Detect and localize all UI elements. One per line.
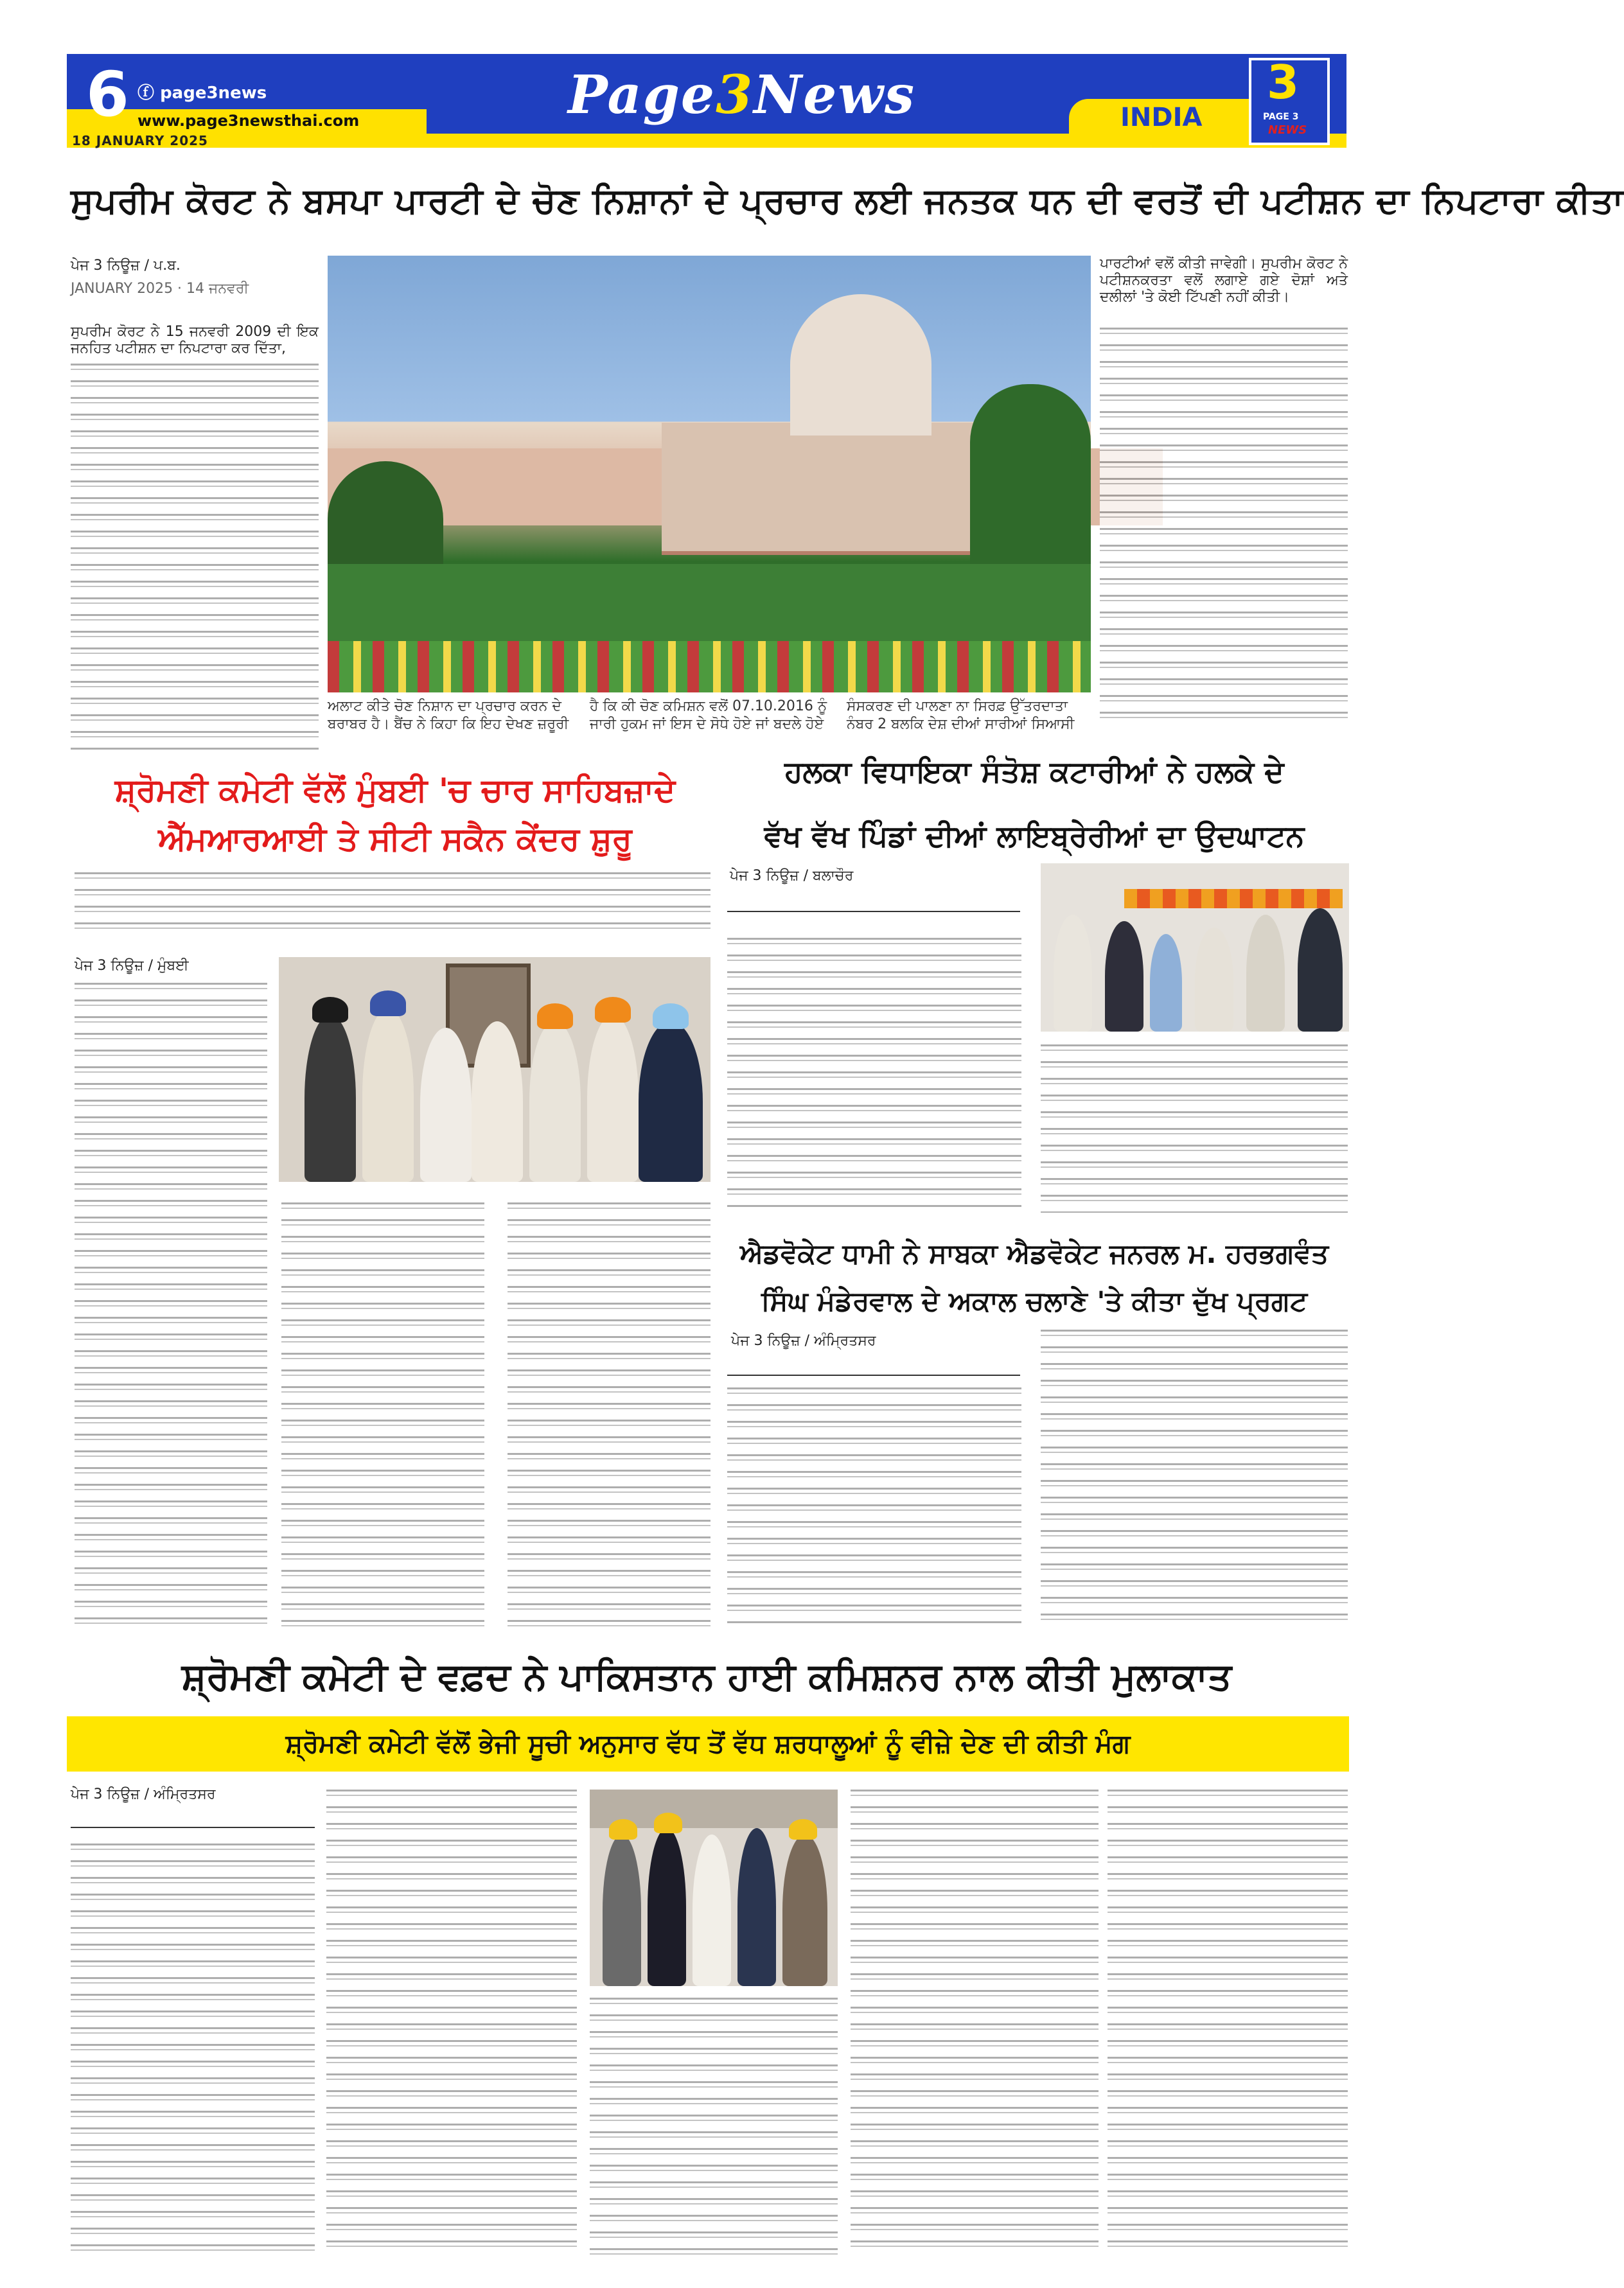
brand-left: Page — [568, 64, 716, 126]
person — [304, 1015, 356, 1182]
person — [782, 1835, 827, 1986]
social-handle-text: page3news — [160, 84, 267, 103]
person — [639, 1021, 703, 1182]
person — [1054, 915, 1092, 1032]
masthead — [67, 54, 1346, 152]
site-url[interactable]: www.page3newsthai.com — [137, 112, 360, 130]
turban — [653, 1003, 689, 1029]
brand-right: News — [754, 64, 916, 126]
pakistan-high-commissioner-meeting-photo — [590, 1790, 838, 1986]
person — [1150, 934, 1182, 1032]
story1-right-col-lead: ਪਾਰਟੀਆਂ ਵਲੋਂ ਕੀਤੀ ਜਾਵੇਗੀ। ਸੁਪਰੀਮ ਕੋਰਟ ਨੇ ਪਟੀਸ਼ਨਕਰਤਾ ਵਲੋਂ ਲਗਾਏ ਗਏ ਦੋਸ਼ਾਂ ਅਤੇ ਦਲੀਲਾਂ 'ਤੇ ਕੋਈ ਟਿੱਪਣੀ ਨਹੀਂ ਕੀਤੀ। — [1100, 256, 1348, 305]
story4-headline-line2: ਸਿੰਘ ਮੰਡੇਰਵਾਲ ਦੇ ਅਕਾਲ ਚਲਾਣੇ 'ਤੇ ਕੀਤਾ ਦੁੱਖ ਪ੍ਰਗਟ — [761, 1285, 1308, 1317]
story3-byline: ਪੇਜ 3 ਨਿਊਜ਼ / ਬਲਾਚੌਰ — [730, 868, 854, 884]
story1-dateline: JANUARY 2025 · 14 ਜਨਵਰੀ — [71, 281, 249, 297]
corner-logo-news: NEWS — [1268, 123, 1307, 137]
story5-body-col3 — [590, 1998, 838, 2255]
person — [1298, 908, 1343, 1032]
marigold-garland — [1124, 889, 1343, 908]
story5-body-col4 — [851, 1790, 1099, 2255]
story1-lead: ਸੁਪਰੀਮ ਕੋਰਟ ਨੇ 15 ਜਨਵਰੀ 2009 ਦੀ ਇਕ ਜਨਹਿਤ ਪਟੀਸ਼ਨ ਦਾ ਨਿਪਟਾਰਾ ਕਰ ਦਿੱਤਾ, — [71, 324, 319, 356]
story5-body-col2 — [326, 1790, 577, 2255]
person — [603, 1835, 641, 1986]
story3-headline-line2: ਵੱਖ ਵੱਖ ਪਿੰਡਾਂ ਦੀਆਂ ਲਾਇਬ੍ਰੇਰੀਆਂ ਦਾ ਉਦਘਾਟਨ — [764, 818, 1305, 853]
turban — [370, 990, 406, 1016]
story4-body-col2 — [1041, 1330, 1348, 1625]
turban — [654, 1813, 682, 1833]
person — [1246, 915, 1285, 1032]
story4-headline-line1: ਐਡਵੋਕੇਟ ਧਾਮੀ ਨੇ ਸਾਬਕਾ ਐਡਵੋਕੇਟ ਜਨਰਲ ਮ. ਹਰਭਗਵੰਤ — [739, 1238, 1329, 1269]
person — [737, 1828, 776, 1986]
brand-three: 3 — [716, 64, 754, 126]
story4-byline: ਪੇਜ 3 ਨਿਊਜ਼ / ਅੰਮ੍ਰਿਤਸਰ — [731, 1333, 876, 1349]
story2-headline-line1: ਸ਼੍ਰੋਮਣੀ ਕਮੇਟੀ ਵੱਲੋਂ ਮੁੰਬਈ 'ਚ ਚਾਰ ਸਾਹਿਬਜ਼ਾਦੇ — [114, 771, 676, 809]
story2-deck — [75, 872, 710, 930]
story2-body-col1 — [75, 983, 267, 1625]
person — [472, 1021, 523, 1182]
story2-headline-line2: ਐੱਮਆਰਆਈ ਤੇ ਸੀਟੀ ਸਕੈਨ ਕੇਂਦਰ ਸ਼ੁਰੂ — [158, 820, 632, 858]
story1-body-col3 — [1100, 328, 1348, 726]
story5-byline: ਪੇਜ 3 ਨਿਊਜ਼ / ਅੰਮ੍ਰਿਤਸਰ — [71, 1786, 216, 1802]
corner-logo-text: PAGE 3 — [1263, 112, 1299, 122]
story3-headline-line1: ਹਲਕਾ ਵਿਧਾਇਕਾ ਸੰਤੋਸ਼ ਕਟਾਰੀਆਂ ਨੇ ਹਲਕੇ ਦੇ — [784, 754, 1284, 789]
person — [693, 1835, 731, 1986]
flower-beds — [328, 641, 1091, 692]
turban — [789, 1819, 817, 1840]
divider — [71, 1827, 315, 1828]
turban — [537, 1003, 573, 1029]
person — [362, 1008, 414, 1182]
facebook-icon: ⓕ — [137, 84, 161, 103]
story5-body-col5 — [1108, 1790, 1348, 2255]
turban — [312, 997, 348, 1023]
story2-body-col2 — [281, 1202, 484, 1626]
story1-headline: ਸੁਪਰੀਮ ਕੋਰਟ ਨੇ ਬਸਪਾ ਪਾਰਟੀ ਦੇ ਚੋਣ ਨਿਸ਼ਾਨਾਂ ਦੇ ਪ੍ਰਚਾਰ ਲਈ ਜਨਤਕ ਧਨ ਦੀ ਵਰਤੋਂ ਦੀ ਪਟੀਸ਼ਨ ਦਾ ਨਿਪਟਾਰਾ ਕੀਤਾ — [71, 180, 1624, 221]
masthead-date-band — [67, 134, 1346, 148]
story1-body-col1 — [71, 364, 319, 752]
edition-label: INDIA — [1120, 103, 1203, 132]
story5-body-col1 — [71, 1844, 315, 2255]
person — [587, 1015, 639, 1182]
person — [420, 1028, 472, 1182]
court-dome — [790, 294, 931, 436]
page-number: 6 — [86, 58, 129, 130]
library-inauguration-photo — [1041, 863, 1349, 1032]
turban — [595, 997, 631, 1023]
story1-caption-1: ਅਲਾਟ ਕੀਤੇ ਚੋਣ ਨਿਸ਼ਾਨ ਦਾ ਪ੍ਰਚਾਰ ਕਰਨ ਦੇ ਬਰਾਬਰ ਹੈ। ਬੈਂਚ ਨੇ ਕਿਹਾ ਕਿ ਇਹ ਦੇਖਣ ਜ਼ਰੂਰੀ — [328, 698, 569, 732]
story3-body-col2 — [1041, 1044, 1348, 1213]
person — [648, 1828, 686, 1986]
story5-headline: ਸ਼੍ਰੋਮਣੀ ਕਮੇਟੀ ਦੇ ਵਫ਼ਦ ਨੇ ਪਾਕਿਸਤਾਨ ਹਾਈ ਕਮਿਸ਼ਨਰ ਨਾਲ ਕੀਤੀ ਮੁਲਾਕਾਤ — [181, 1655, 1232, 1698]
corner-logo-number: 3 — [1267, 55, 1300, 109]
turban — [609, 1819, 637, 1840]
divider — [727, 911, 1020, 912]
brand-logo[interactable] — [568, 63, 915, 127]
story2-body-col3 — [508, 1202, 710, 1626]
story3-body-col1 — [727, 938, 1021, 1208]
issue-date: 18 JANUARY 2025 — [72, 133, 208, 148]
story1-byline: ਪੇਜ 3 ਨਿਊਜ਼ / ਪ.ਬ. — [71, 258, 181, 274]
supreme-court-photo — [328, 256, 1091, 692]
person — [1195, 928, 1233, 1032]
shiromani-committee-group-photo — [279, 957, 710, 1182]
story2-byline: ਪੇਜ 3 ਨਿਊਜ਼ / ਮੁੰਬਈ — [75, 958, 189, 974]
social-handle[interactable] — [137, 80, 267, 103]
divider — [727, 1375, 1020, 1376]
story1-caption-3: ਸੰਸਕਰਣ ਦੀ ਪਾਲਣਾ ਨਾ ਸਿਰਫ਼ ਉੱਤਰਦਾਤਾ ਨੰਬਰ 2 ਬਲਕਿ ਦੇਸ਼ ਦੀਆਂ ਸਾਰੀਆਂ ਸਿਆਸੀ — [847, 698, 1075, 732]
story5-subheadline: ਸ਼੍ਰੋਮਣੀ ਕਮੇਟੀ ਵੱਲੋਂ ਭੇਜੀ ਸੂਚੀ ਅਨੁਸਾਰ ਵੱਧ ਤੋਂ ਵੱਧ ਸ਼ਰਧਾਲੂਆਂ ਨੂੰ ਵੀਜ਼ੇ ਦੇਣ ਦੀ ਕੀਤੀ ਮੰਗ — [285, 1729, 1131, 1759]
person — [1105, 921, 1143, 1032]
story4-body-col1 — [727, 1387, 1021, 1625]
person — [529, 1021, 581, 1182]
story1-caption-2: ਹੈ ਕਿ ਕੀ ਚੋਣ ਕਮਿਸ਼ਨ ਵਲੋਂ 07.10.2016 ਨੂੰ ਜਾਰੀ ਹੁਕਮ ਜਾਂ ਇਸ ਦੇ ਸੋਧੇ ਹੋਏ ਜਾਂ ਬਦਲੇ ਹੋਏ — [590, 698, 827, 732]
